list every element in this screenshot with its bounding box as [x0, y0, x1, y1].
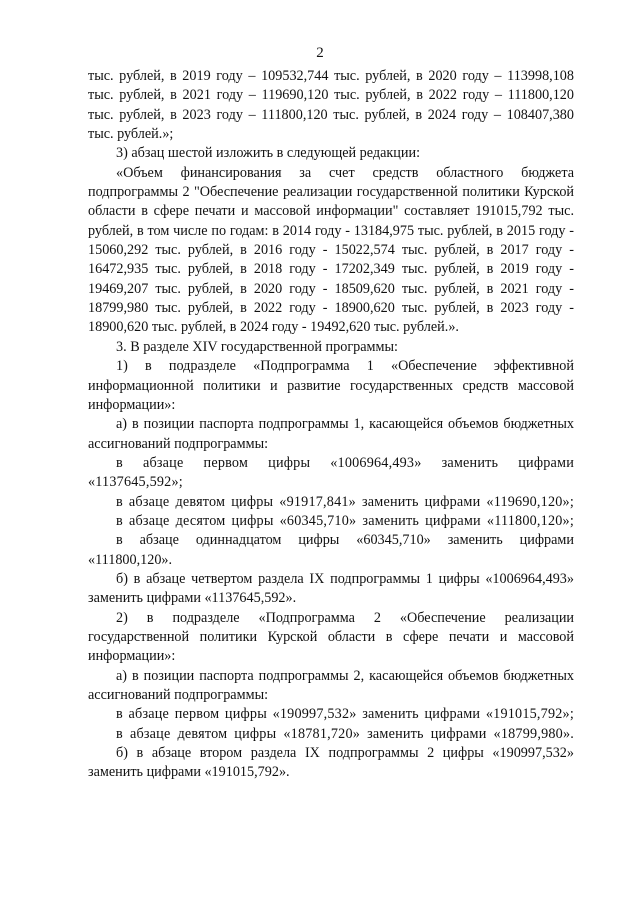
paragraph-subprogram-2: 2) в подразделе «Подпрограмма 2 «Обеспечение реализации государственной политики Курской области в сфере печати и массовой информации»:	[88, 609, 574, 665]
paragraph-section-ix-2: б) в абзаце втором раздела IX подпрограммы 2 цифры «190997,532» заменить цифрами «191015,792».	[88, 745, 574, 781]
paragraph-funding-continuation: тыс. рублей, в 2019 году – 109532,744 тыс. рублей, в 2020 году – 113998,108 тыс. рублей, в 2021 году – 119690,120 тыс. рублей, в 2022 году – 111800,120 тыс. рублей, в 2023 году – 111800,120 тыс. рублей, в 2024 году – 108407,380 тыс. рублей.»;	[88, 68, 574, 143]
paragraph-abzac-ninth-1: в абзаце девятом цифры «91917,841» заменить цифрами «119690,120»;	[116, 493, 574, 510]
paragraph-abzac-first-1: в абзаце первом цифры «1006964,493» заменить цифрами «1137645,592»;	[88, 454, 574, 491]
paragraph-abzac-tenth-1: в абзаце десятом цифры «60345,710» заменить цифрами «111800,120»;	[116, 512, 574, 529]
paragraph-passport-2: а) в позиции паспорта подпрограммы 2, касающейся объемов бюджетных ассигнований подпрограммы:	[88, 667, 574, 703]
document-body	[88, 67, 574, 783]
paragraph-funding-quote: «Объем финансирования за счет средств областного бюджета подпрограммы 2 "Обеспечение реализации государственной политики Курской области в сфере печати и массовой информации" составляет 191015,792 тыс. рублей, в том числе по годам: в 2014 году - 13184,975 тыс. рублей, в 2015 году - 15060,292 тыс. рублей, в 2016 году - 15022,574 тыс. рублей, в 2017 году - 16472,935 тыс. рублей, в 2018 году - 17202,349 тыс. рублей, в 2019 году - 19469,207 тыс. рублей, в 2020 году - 18509,620 тыс. рублей, в 2021 году - 18799,980 тыс. рублей, в 2022 году - 18900,620 тыс. рублей, в 2023 году - 18900,620 тыс. рублей, в 2024 году - 19492,620 тыс. рублей.».	[88, 164, 574, 336]
paragraph-abzac-first-2: в абзаце первом цифры «190997,532» заменить цифрами «191015,792»;	[116, 706, 574, 723]
page-number: 2	[316, 45, 324, 61]
paragraph-passport-1: а) в позиции паспорта подпрограммы 1, касающейся объемов бюджетных ассигнований подпрограммы:	[88, 416, 574, 452]
paragraph-abzac-ninth-2: в абзаце девятом цифры «18781,720» заменить цифрами «18799,980».	[116, 725, 574, 742]
paragraph-abzac-eleventh-1: в абзаце одиннадцатом цифры «60345,710» заменить цифрами «111800,120».	[88, 532, 574, 568]
paragraph-section-xiv: 3. В разделе XIV государственной программы:	[116, 338, 398, 355]
paragraph-section-ix-1: б) в абзаце четвертом раздела IX подпрограммы 1 цифры «1006964,493» заменить цифрами «1137645,592».	[88, 570, 574, 607]
paragraph-item-3: 3) абзац шестой изложить в следующей редакции:	[116, 145, 421, 162]
paragraph-subprogram-1: 1) в подразделе «Подпрограмма 1 «Обеспечение эффективной информационной политики и развитие государственных средств массовой информации»:	[88, 358, 574, 413]
